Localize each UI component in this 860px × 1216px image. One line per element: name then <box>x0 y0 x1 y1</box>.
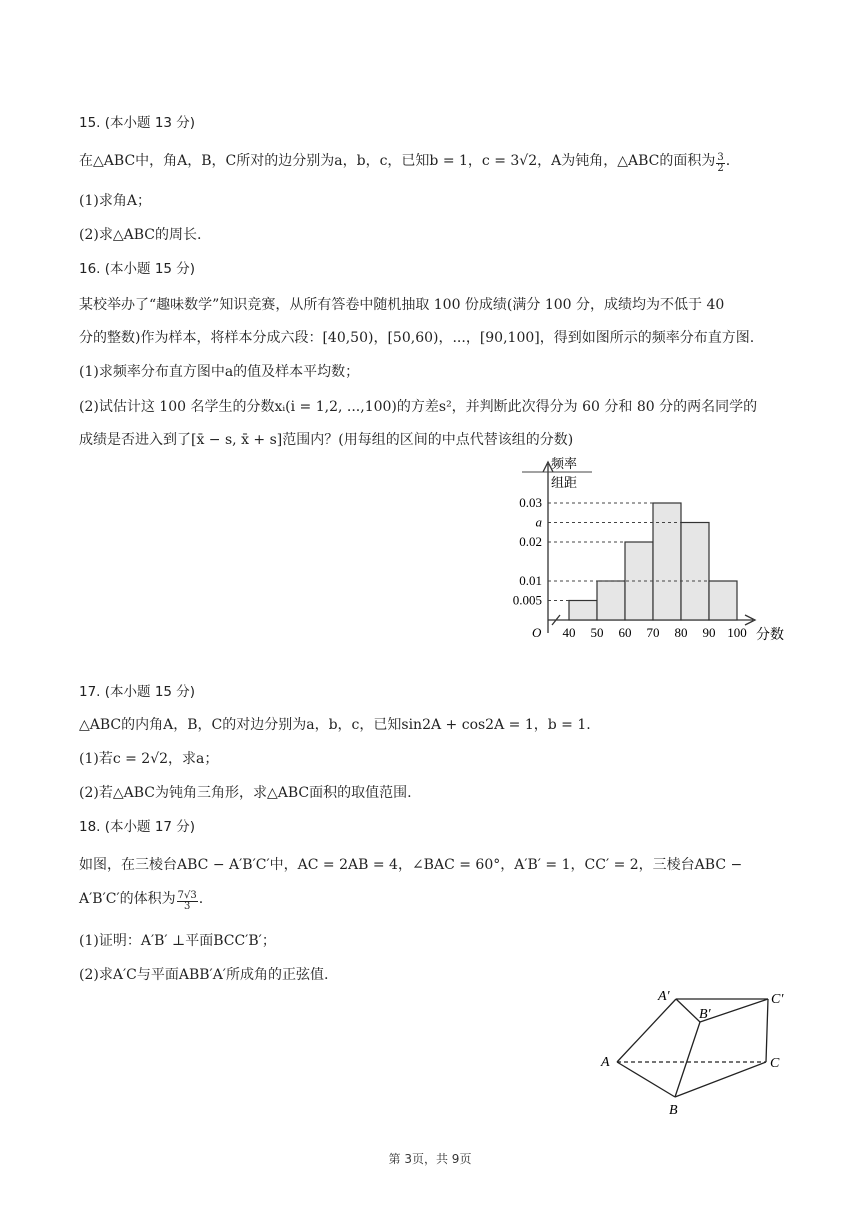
x-axis-label: 分数 <box>756 628 784 643</box>
vertex-C1-label: C′ <box>771 992 784 1007</box>
q17-part2: (2)若△ABC为钝角三角形，求△ABC面积的取值范围. <box>79 785 412 801</box>
vertex-B1-label: B′ <box>699 1007 711 1022</box>
q16-part2-line1: (2)试估计这 100 名学生的分数xᵢ(i = 1,2, ...,100)的方差s²，并判断此次得分为 60 分和 80 分的两名同学的 <box>79 399 758 415</box>
y-tick-label: 0.02 <box>519 534 542 549</box>
q16-heading: 16. (本小题 15 分) <box>79 261 196 277</box>
q16-part2-line2: 成绩是否进入到了[x̄ − s, x̄ + s]范围内？(用每组的区间的中点代替该组的分数) <box>79 432 574 448</box>
x-tick-label: 80 <box>674 625 688 640</box>
x-tick-label: 50 <box>590 625 604 640</box>
q15-part1: (1)求角A； <box>79 193 151 209</box>
x-tick-label: 100 <box>727 625 747 640</box>
q18-part1: (1)证明：A′B′ ⊥平面BCC′B′； <box>79 933 276 949</box>
vertex-B-label: B <box>669 1103 678 1118</box>
y-axis-label-top: 频率 <box>551 456 578 471</box>
q17-part1: (1)若c = 2√2，求a； <box>79 751 219 767</box>
q18-part2: (2)求A′C与平面ABB′A′所成角的正弦值. <box>79 967 329 983</box>
page-footer: 第 3页，共 9页 <box>388 1152 472 1166</box>
q18-volume-fraction: $\frac{7√3}{3}$ <box>177 890 197 912</box>
y-tick-label: 0.01 <box>519 573 542 588</box>
q18-stem-line2: A′B′C′的体积为 $\frac{7√3}{3}$ . <box>79 890 204 912</box>
q15-area-fraction: $\frac{3}{2}$ <box>717 152 724 174</box>
q15-heading: 15. (本小题 13 分) <box>79 115 196 131</box>
x-tick-label: 90 <box>702 625 716 640</box>
vertex-A-label: A <box>601 1055 610 1070</box>
q15-stem: 在△ABC中，角A，B，C所对的边分别为a，b，c，已知b = 1，c = 3√2，A为钝角，△ABC的面积为 $\frac{3}{2}$ . <box>79 152 731 174</box>
q16-part1: (1)求频率分布直方图中a的值及样本平均数； <box>79 364 360 380</box>
q16-stem-line2: 分的整数)作为样本，将样本分成六段：[40,50)，[50,60)，...，[90,100]，得到如图所示的频率分布直方图. <box>79 330 755 346</box>
x-tick-label: 70 <box>646 625 660 640</box>
q15-part2: (2)求△ABC的周长. <box>79 227 202 243</box>
vertex-C-label: C <box>770 1056 780 1071</box>
origin-label: O <box>532 625 542 640</box>
q18-stem-line1: 如图，在三棱台ABC − A′B′C′中，AC = 2AB = 4，∠BAC = 60°，A′B′ = 1，CC′ = 2，三棱台ABC − <box>79 857 743 873</box>
q17-heading: 17. (本小题 15 分) <box>79 684 196 700</box>
q17-stem: △ABC的内角A，B，C的对边分别为a，b，c，已知sin2A + cos2A = 1，b = 1. <box>79 717 591 733</box>
x-tick-label: 60 <box>618 625 632 640</box>
y-tick-label: 0.03 <box>519 495 542 510</box>
y-tick-label: 0.005 <box>512 592 542 608</box>
y-axis-label-bottom: 组距 <box>551 475 578 490</box>
vertex-A1-label: A′ <box>658 989 670 1004</box>
y-tick-label: a <box>535 514 542 530</box>
q16-stem-line1: 某校举办了“趣味数学”知识竞赛，从所有答卷中随机抽取 100 份成绩(满分 100 分，成绩均为不低于 40 <box>79 297 725 313</box>
q18-heading: 18. (本小题 17 分) <box>79 819 196 835</box>
x-tick-label: 40 <box>562 625 576 640</box>
